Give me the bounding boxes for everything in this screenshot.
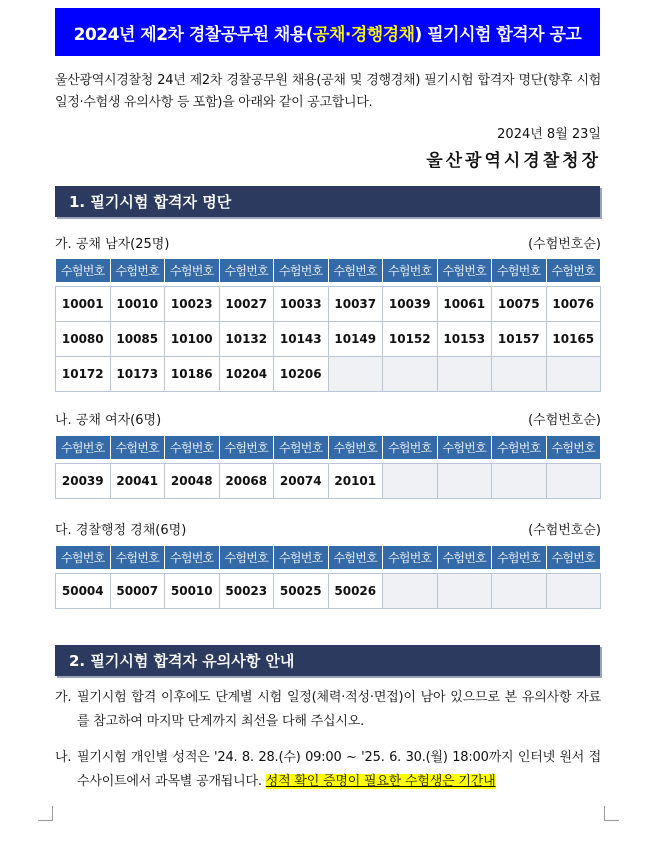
- exam-number-cell: 10061: [437, 287, 492, 322]
- page-corner-mark: [38, 806, 53, 821]
- empty-cell: [383, 464, 438, 499]
- column-header: 수험번호: [56, 436, 111, 460]
- table-row: [56, 464, 601, 499]
- column-header: 수험번호: [492, 546, 547, 570]
- column-header: 수험번호: [219, 436, 274, 460]
- pass-list-table: [55, 435, 601, 499]
- title-before: 2024년 제2차 경찰공무원 채용(: [73, 24, 314, 45]
- column-header: 수험번호: [437, 436, 492, 460]
- empty-cell: [437, 574, 492, 609]
- group-label: 나. 공채 여자(6명): [55, 413, 162, 428]
- exam-number-cell: 20048: [165, 464, 220, 499]
- exam-number-cell: 10173: [110, 357, 165, 392]
- pass-list-table: [55, 545, 601, 609]
- empty-cell: [383, 357, 438, 392]
- column-header: 수험번호: [492, 436, 547, 460]
- group-order-note: (수험번호순): [528, 523, 601, 538]
- column-header: 수험번호: [274, 436, 329, 460]
- exam-number-cell: 10027: [219, 287, 274, 322]
- exam-number-cell: 50023: [219, 574, 274, 609]
- exam-number-cell: 50007: [110, 574, 165, 609]
- title-after: ) 필기시험 합격자 공고: [414, 24, 582, 45]
- section-1-heading: 1. 필기시험 합격자 명단: [55, 186, 600, 217]
- exam-number-cell: 20068: [219, 464, 274, 499]
- exam-number-cell: 10033: [274, 287, 329, 322]
- empty-cell: [546, 464, 601, 499]
- exam-number-cell: 10206: [274, 357, 329, 392]
- group-order-note: (수험번호순): [528, 413, 601, 428]
- exam-number-cell: 20041: [110, 464, 165, 499]
- exam-number-cell: 10132: [219, 322, 274, 357]
- exam-number-cell: 10023: [165, 287, 220, 322]
- column-header: 수험번호: [219, 259, 274, 283]
- empty-cell: [492, 574, 547, 609]
- exam-number-cell: 10085: [110, 322, 165, 357]
- notice-date: 2024년 8월 23일: [497, 127, 601, 142]
- column-header: 수험번호: [437, 259, 492, 283]
- column-header: 수험번호: [274, 546, 329, 570]
- group-label: 다. 경찰행정 경채(6명): [55, 523, 187, 538]
- note-text: [77, 746, 601, 794]
- exam-number-cell: 10010: [110, 287, 165, 322]
- agency-name: 울산광역시경찰청장: [426, 151, 601, 171]
- empty-cell: [546, 357, 601, 392]
- table-row: [56, 574, 601, 609]
- exam-number-cell: 10001: [56, 287, 111, 322]
- group-order-note: (수험번호순): [528, 237, 601, 252]
- page-corner-mark: [604, 806, 619, 821]
- column-header: 수험번호: [328, 259, 383, 283]
- note-item: [55, 686, 601, 734]
- column-header: 수험번호: [546, 259, 601, 283]
- empty-cell: [328, 357, 383, 392]
- exam-number-cell: 50025: [274, 574, 329, 609]
- column-header: 수험번호: [328, 546, 383, 570]
- empty-cell: [437, 357, 492, 392]
- column-header: 수험번호: [110, 546, 165, 570]
- empty-cell: [546, 574, 601, 609]
- exam-number-cell: 10100: [165, 322, 220, 357]
- note-text-plain: 필기시험 개인별 성적은 '24. 8. 28.(수) 09:00 ~ '25. 6. 30.(월) 18:00까지 인터넷 원서 접수사이트에서 과목별 공개됩니다.: [77, 750, 601, 789]
- exam-number-cell: 10076: [546, 287, 601, 322]
- exam-number-cell: 20039: [56, 464, 111, 499]
- exam-number-cell: 20101: [328, 464, 383, 499]
- group-label-row: [55, 233, 601, 252]
- note-marker: 나.: [55, 750, 72, 765]
- note-marker: 가.: [55, 690, 72, 705]
- column-header: 수험번호: [165, 546, 220, 570]
- column-header: 수험번호: [383, 259, 438, 283]
- group-label-row: [55, 409, 601, 428]
- column-header: 수험번호: [56, 546, 111, 570]
- exam-number-cell: 10157: [492, 322, 547, 357]
- column-header: 수험번호: [56, 259, 111, 283]
- column-header: 수험번호: [110, 259, 165, 283]
- column-header: 수험번호: [165, 436, 220, 460]
- group-label-row: [55, 519, 601, 538]
- exam-number-cell: 10152: [383, 322, 438, 357]
- table-row: [56, 322, 601, 357]
- column-header: 수험번호: [546, 546, 601, 570]
- column-header: 수험번호: [546, 436, 601, 460]
- section-2-heading: 2. 필기시험 합격자 유의사항 안내: [55, 645, 600, 676]
- note-text: 필기시험 합격 이후에도 단계별 시험 일정(체력·적성·면접)이 남아 있으므로 본 유의사항 자료를 참고하여 마지막 단계까지 최선을 다해 주십시오.: [77, 690, 601, 729]
- column-header: 수험번호: [383, 436, 438, 460]
- note-item: [55, 746, 601, 794]
- exam-number-cell: 50026: [328, 574, 383, 609]
- column-header: 수험번호: [437, 546, 492, 570]
- exam-number-cell: 50010: [165, 574, 220, 609]
- empty-cell: [437, 464, 492, 499]
- note-text-highlight: 성적 확인 증명이 필요한 수험생은 기간내: [265, 774, 496, 789]
- exam-number-cell: 10037: [328, 287, 383, 322]
- exam-number-cell: 10080: [56, 322, 111, 357]
- empty-cell: [492, 357, 547, 392]
- column-header: 수험번호: [219, 546, 274, 570]
- exam-number-cell: 10039: [383, 287, 438, 322]
- exam-number-cell: 10172: [56, 357, 111, 392]
- exam-number-cell: 10153: [437, 322, 492, 357]
- column-header: 수험번호: [165, 259, 220, 283]
- exam-number-cell: 10075: [492, 287, 547, 322]
- title-highlight: 공채·경행경채: [313, 24, 415, 45]
- exam-number-cell: 50004: [56, 574, 111, 609]
- column-header: 수험번호: [110, 436, 165, 460]
- empty-cell: [383, 574, 438, 609]
- table-header-row: [56, 259, 601, 283]
- exam-number-cell: 10165: [546, 322, 601, 357]
- empty-cell: [492, 464, 547, 499]
- pass-list-table: [55, 258, 601, 392]
- table-row: [56, 357, 601, 392]
- column-header: 수험번호: [274, 259, 329, 283]
- intro-paragraph: 울산광역시경찰청 24년 제2차 경찰공무원 채용(공채 및 경행경채) 필기시험 합격자 명단(향후 시험일정·수험생 유의사항 등 포함)을 아래와 같이 공고합니다.: [55, 73, 601, 110]
- column-header: 수험번호: [492, 259, 547, 283]
- column-header: 수험번호: [328, 436, 383, 460]
- group-label: 가. 공채 남자(25명): [55, 237, 170, 252]
- exam-number-cell: 10204: [219, 357, 274, 392]
- exam-number-cell: 10186: [165, 357, 220, 392]
- table-row: [56, 287, 601, 322]
- column-header: 수험번호: [383, 546, 438, 570]
- exam-number-cell: 10149: [328, 322, 383, 357]
- exam-number-cell: 10143: [274, 322, 329, 357]
- exam-number-cell: 20074: [274, 464, 329, 499]
- page-title: [55, 8, 600, 56]
- table-header-row: [56, 546, 601, 570]
- table-header-row: [56, 436, 601, 460]
